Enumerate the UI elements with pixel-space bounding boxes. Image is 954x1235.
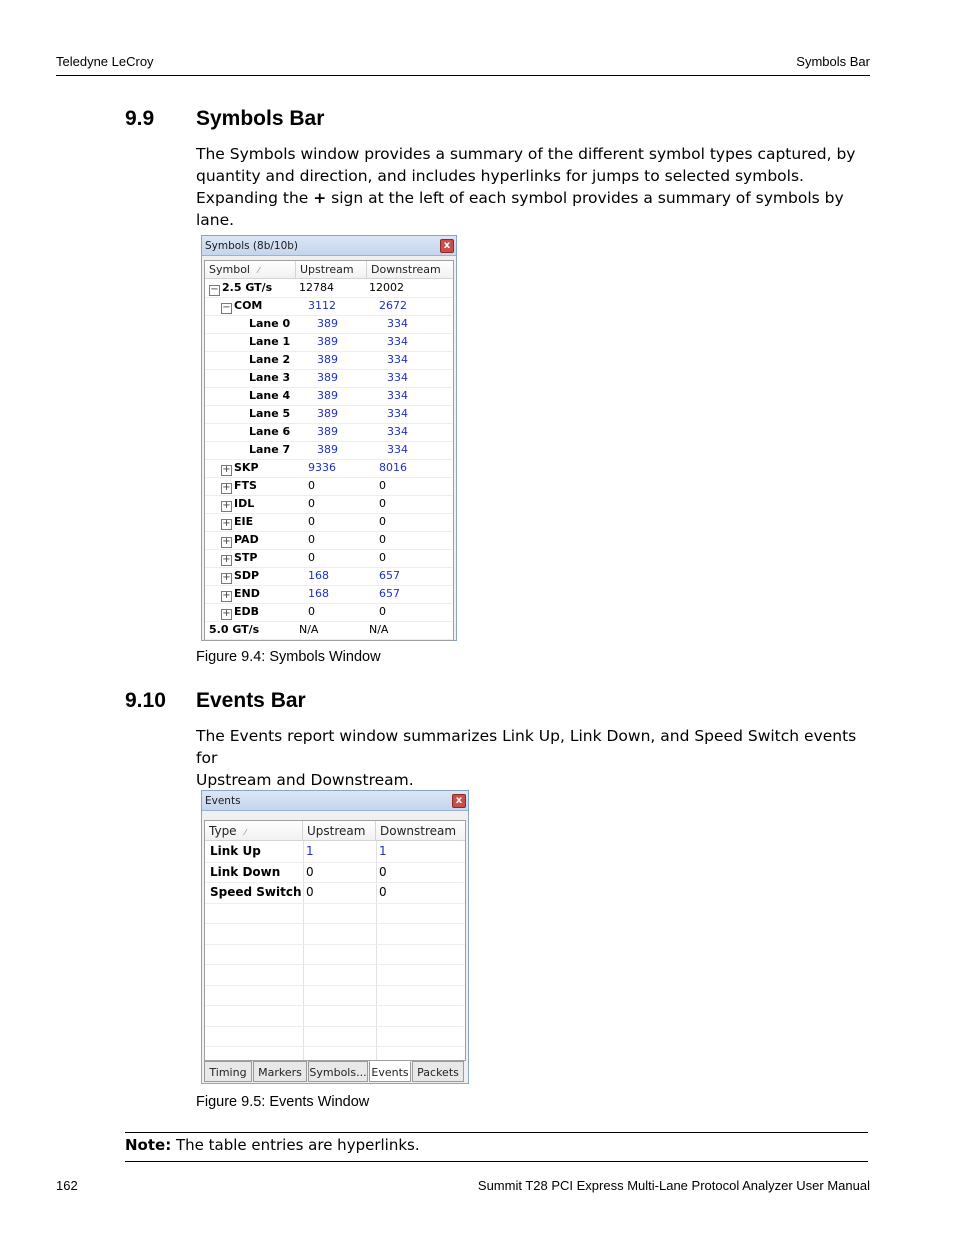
symbol-cell <box>221 549 258 567</box>
symbol-cell <box>221 495 254 513</box>
expand-icon[interactable]: + <box>222 572 231 583</box>
report-tab-bar <box>204 1061 464 1083</box>
downstream-value[interactable]: 657 <box>379 587 400 600</box>
table-row[interactable] <box>205 387 453 406</box>
running-header-left: Teledyne LeCroy <box>56 54 154 69</box>
figure-caption: Figure 9.4: Symbols Window <box>196 649 381 665</box>
events-window <box>201 790 469 1084</box>
upstream-value: N/A <box>299 623 319 636</box>
table-row[interactable] <box>205 441 453 460</box>
table-row[interactable] <box>205 567 453 586</box>
downstream-value: N/A <box>369 623 389 636</box>
downstream-value: 0 <box>379 864 387 879</box>
table-row <box>205 985 465 1007</box>
symbol-label: Lane 6 <box>249 425 291 438</box>
symbol-label: Lane 7 <box>249 443 291 456</box>
symbols-window <box>201 235 457 641</box>
table-row[interactable] <box>205 495 453 514</box>
symbols-window-titlebar[interactable] <box>202 236 456 256</box>
running-header-right: Symbols Bar <box>796 54 870 69</box>
upstream-value[interactable]: 389 <box>317 317 338 330</box>
expand-icon[interactable]: + <box>222 464 231 475</box>
upstream-value: 0 <box>308 551 315 564</box>
symbol-cell <box>249 405 290 423</box>
symbol-cell <box>249 333 290 351</box>
expand-icon[interactable]: + <box>222 500 231 511</box>
sort-icon: ⁄ <box>257 266 260 275</box>
note <box>125 1136 420 1154</box>
table-row[interactable] <box>205 423 453 442</box>
table-row[interactable] <box>205 513 453 532</box>
upstream-value: 0 <box>308 605 315 618</box>
upstream-value[interactable]: 168 <box>308 587 329 600</box>
downstream-value: 0 <box>379 551 386 564</box>
paragraph-line: Upstream and Downstream. <box>196 771 414 789</box>
downstream-value[interactable]: 2672 <box>379 299 407 312</box>
symbol-cell <box>249 351 290 369</box>
tab-symbols[interactable]: Symbols... <box>308 1061 368 1082</box>
event-type-label: Link Up <box>210 844 261 858</box>
tab-timing[interactable]: Timing <box>204 1061 252 1082</box>
upstream-value[interactable]: 389 <box>317 371 338 384</box>
table-row[interactable] <box>205 279 453 298</box>
column-header-upstream[interactable]: Upstream <box>296 261 367 279</box>
table-row[interactable] <box>205 477 453 496</box>
table-row[interactable] <box>205 459 453 478</box>
sort-icon: ⁄ <box>244 828 246 837</box>
column-header-upstream[interactable]: Upstream <box>303 821 376 841</box>
symbol-cell <box>221 459 259 477</box>
upstream-value[interactable]: 389 <box>317 353 338 366</box>
upstream-value[interactable]: 389 <box>317 425 338 438</box>
symbol-label: Lane 1 <box>249 335 291 348</box>
section-title: Symbols Bar <box>196 107 325 130</box>
symbol-label: EDB <box>234 605 260 618</box>
expand-icon[interactable]: + <box>222 518 231 529</box>
downstream-value[interactable]: 334 <box>387 407 408 420</box>
table-row[interactable] <box>205 351 453 370</box>
upstream-value[interactable]: 168 <box>308 569 329 582</box>
window-title: Symbols (8b/10b) <box>205 240 299 252</box>
note-label: Note: <box>125 1136 172 1154</box>
table-row <box>205 1005 465 1027</box>
table-row[interactable] <box>205 315 453 334</box>
events-window-titlebar[interactable] <box>202 791 468 811</box>
column-header-downstream[interactable]: Downstream <box>367 261 454 279</box>
close-icon[interactable]: x <box>440 239 454 253</box>
symbol-label: Lane 0 <box>249 317 291 330</box>
downstream-value: 0 <box>379 497 386 510</box>
event-type-label: Link Down <box>210 864 281 879</box>
table-row[interactable] <box>205 882 465 904</box>
downstream-value[interactable]: 334 <box>387 317 408 330</box>
symbol-cell <box>209 279 272 297</box>
symbol-label: FTS <box>234 479 257 492</box>
symbol-cell <box>221 567 259 585</box>
downstream-value: 0 <box>379 885 387 899</box>
column-header-type[interactable]: Type ⁄ <box>205 821 303 841</box>
upstream-value: 0 <box>308 479 315 492</box>
paragraph-line: quantity and direction, and includes hyperlinks for jumps to selected symbols. <box>196 167 804 185</box>
downstream-value[interactable]: 8016 <box>379 461 407 474</box>
page-number: 162 <box>56 1178 78 1193</box>
column-header-symbol[interactable]: Symbol ⁄ <box>205 261 296 279</box>
upstream-value: 0 <box>308 515 315 528</box>
downstream-value[interactable]: 334 <box>387 371 408 384</box>
column-header-downstream[interactable]: Downstream <box>376 821 466 841</box>
table-row[interactable] <box>205 333 453 352</box>
table-row[interactable] <box>205 369 453 388</box>
table-row[interactable] <box>205 297 453 316</box>
upstream-value: 0 <box>306 864 314 879</box>
section-paragraph <box>196 143 876 231</box>
downstream-value[interactable]: 657 <box>379 569 400 582</box>
header-rule <box>56 75 870 76</box>
window-title: Events <box>205 795 241 807</box>
symbol-cell <box>249 315 290 333</box>
paragraph-line: The Events report window summarizes Link Up, Link Down, and Speed Switch events for <box>196 727 857 767</box>
downstream-value: 0 <box>379 605 386 618</box>
paragraph-line: Expanding the + sign at the left of each symbol provides a summary of symbols by lane. <box>196 189 844 229</box>
downstream-value: 12002 <box>369 281 404 294</box>
symbol-label: Lane 2 <box>249 353 291 366</box>
table-row <box>205 1026 465 1048</box>
symbol-cell <box>249 387 290 405</box>
manual-title: Summit T28 PCI Express Multi-Lane Protocol Analyzer User Manual <box>477 1178 870 1193</box>
tab-markers[interactable]: Markers <box>253 1061 307 1082</box>
symbol-cell <box>221 513 253 531</box>
upstream-value[interactable]: 3112 <box>308 299 336 312</box>
symbol-label: IDL <box>234 497 255 510</box>
plus-sign: + <box>313 189 327 207</box>
symbol-label: SKP <box>234 461 259 474</box>
downstream-value: 0 <box>379 515 386 528</box>
figure-caption: Figure 9.5: Events Window <box>196 1094 370 1110</box>
upstream-value: 0 <box>308 497 315 510</box>
event-type-label: Speed Switch <box>210 885 302 899</box>
symbol-cell <box>249 369 290 387</box>
upstream-value[interactable]: 389 <box>317 389 338 402</box>
symbol-label: Lane 3 <box>249 371 291 384</box>
upstream-value: 0 <box>308 533 315 546</box>
downstream-value: 0 <box>379 533 386 546</box>
paragraph-line: The Symbols window provides a summary of the different symbol types captured, by <box>196 145 856 163</box>
table-row[interactable] <box>205 585 453 604</box>
table-row <box>205 903 465 925</box>
upstream-value[interactable]: 389 <box>317 443 338 456</box>
close-icon[interactable]: x <box>452 794 466 808</box>
downstream-value[interactable]: 1 <box>379 844 387 858</box>
note-text: The table entries are hyperlinks. <box>171 1136 420 1154</box>
upstream-value[interactable]: 389 <box>317 335 338 348</box>
symbol-label: 5.0 GT/s <box>209 623 260 636</box>
events-table <box>204 820 466 1061</box>
symbol-label: 2.5 GT/s <box>222 281 273 294</box>
expand-icon[interactable]: + <box>222 590 231 601</box>
section-number: 9.9 <box>125 107 155 130</box>
downstream-value[interactable]: 334 <box>387 389 408 402</box>
table-row <box>205 964 465 986</box>
symbol-cell <box>221 477 257 495</box>
table-row <box>205 923 465 945</box>
table-row[interactable] <box>205 603 453 622</box>
symbol-label: STP <box>234 551 258 564</box>
symbol-label: EIE <box>234 515 254 528</box>
upstream-value[interactable]: 9336 <box>308 461 336 474</box>
section-paragraph <box>196 725 876 791</box>
downstream-value[interactable]: 334 <box>387 335 408 348</box>
symbol-cell <box>209 621 259 639</box>
tab-packets[interactable]: Packets <box>412 1061 464 1082</box>
upstream-value[interactable]: 389 <box>317 407 338 420</box>
downstream-value: 0 <box>379 479 386 492</box>
upstream-value: 0 <box>306 885 314 899</box>
symbol-cell <box>221 603 259 621</box>
table-row[interactable] <box>205 862 465 884</box>
symbol-cell <box>249 441 290 459</box>
expand-icon[interactable]: + <box>222 536 231 547</box>
expand-icon[interactable]: + <box>222 608 231 619</box>
table-row <box>205 944 465 966</box>
section-number: 9.10 <box>125 689 166 712</box>
downstream-value[interactable]: 334 <box>387 425 408 438</box>
upstream-value: 12784 <box>299 281 334 294</box>
symbol-cell <box>221 297 262 315</box>
symbol-cell <box>249 423 290 441</box>
expand-icon[interactable]: + <box>222 554 231 565</box>
symbol-cell <box>221 585 260 603</box>
table-row[interactable] <box>205 549 453 568</box>
tab-events[interactable]: Events <box>369 1061 411 1082</box>
symbol-label: Lane 4 <box>249 389 291 402</box>
symbol-label: END <box>234 587 260 600</box>
downstream-value[interactable]: 334 <box>387 353 408 366</box>
section-title: Events Bar <box>196 689 306 712</box>
symbol-label: COM <box>234 299 263 312</box>
symbol-label: PAD <box>234 533 259 546</box>
note-top-rule <box>125 1132 868 1133</box>
table-row[interactable] <box>205 841 465 863</box>
downstream-value[interactable]: 334 <box>387 443 408 456</box>
symbol-label: Lane 5 <box>249 407 291 420</box>
symbol-label: SDP <box>234 569 260 582</box>
table-row[interactable] <box>205 621 453 640</box>
symbol-cell <box>221 531 259 549</box>
upstream-value[interactable]: 1 <box>306 844 314 858</box>
collapse-icon[interactable]: − <box>222 302 231 313</box>
note-bottom-rule <box>125 1161 868 1162</box>
symbols-table <box>204 260 454 641</box>
table-row[interactable] <box>205 531 453 550</box>
expand-icon[interactable]: + <box>222 482 231 493</box>
collapse-icon[interactable]: − <box>210 284 219 295</box>
table-row[interactable] <box>205 405 453 424</box>
